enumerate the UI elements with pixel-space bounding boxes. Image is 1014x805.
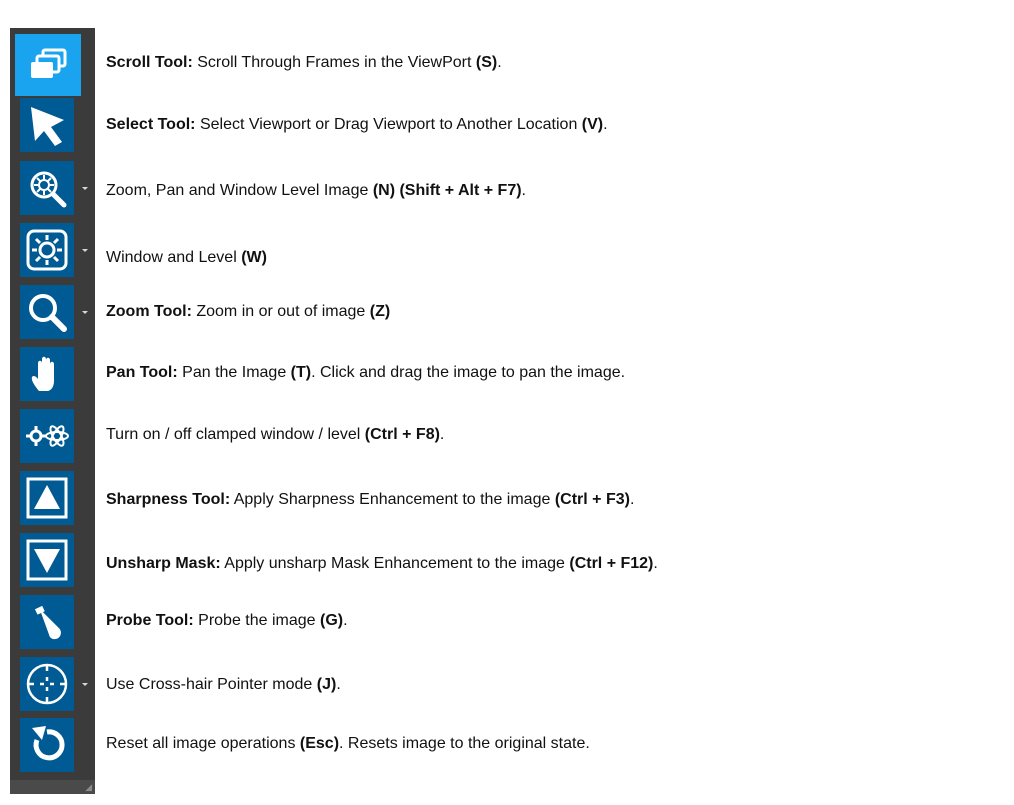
shortcut-key: (Ctrl + F3) <box>554 491 630 508</box>
triangle-up-icon <box>20 471 74 525</box>
dropdown-arrow-icon[interactable] <box>82 187 88 190</box>
tool-label: Scroll Tool: <box>106 54 193 71</box>
clamp-atom-icon <box>20 409 74 463</box>
hand-icon <box>20 347 74 401</box>
shortcut-key: (N) (Shift + Alt + F7) <box>372 182 522 199</box>
dropdown-arrow-icon[interactable] <box>82 249 88 252</box>
dropdown-arrow-icon[interactable] <box>82 311 88 314</box>
dropper-icon <box>20 595 74 649</box>
reset-tool-button[interactable] <box>20 718 74 772</box>
shortcut-key: (G) <box>320 612 344 629</box>
description-suffix: . <box>603 116 608 133</box>
shortcut-key: (W) <box>241 249 267 266</box>
shortcut-key: (Ctrl + F12) <box>569 555 654 572</box>
shortcut-key: (S) <box>475 54 498 71</box>
description-text: Zoom, Pan and Window Level Image <box>106 182 373 199</box>
tool-label: Sharpness Tool: <box>106 491 231 508</box>
description-suffix: . <box>497 54 502 71</box>
brightness-frame-icon <box>20 223 74 277</box>
resize-grip-icon[interactable]: ◢ <box>85 782 92 792</box>
description-suffix: . <box>653 555 658 572</box>
description-text: Pan the Image <box>177 364 291 381</box>
pan-tool-button[interactable] <box>20 347 74 401</box>
reset-tool-description <box>106 734 590 754</box>
zoom-pan-window-level-tool-description <box>106 181 526 201</box>
shortcut-key: (T) <box>290 364 312 381</box>
zoom-tool-button[interactable] <box>20 285 74 339</box>
description-text: Turn on / off clamped window / level <box>106 426 365 443</box>
scroll-tool-description <box>106 53 502 73</box>
window-level-tool-description <box>106 248 267 268</box>
shortcut-key: (V) <box>581 116 604 133</box>
zoom-pan-window-level-tool-button[interactable] <box>20 161 74 215</box>
reset-arrow-icon <box>20 718 74 772</box>
pointer-arrow-icon <box>20 98 74 152</box>
description-text: Reset all image operations <box>106 735 300 752</box>
description-text: Use Cross-hair Pointer mode <box>106 676 317 693</box>
description-suffix: . <box>336 676 341 693</box>
description-text: Scroll Through Frames in the ViewPort <box>192 54 476 71</box>
crosshair-pointer-tool-button[interactable] <box>20 657 74 711</box>
description-suffix: . Click and drag the image to pan the image. <box>311 364 626 381</box>
description-text: Select Viewport or Drag Viewport to Another Location <box>195 116 582 133</box>
shortcut-key: (Z) <box>369 303 391 320</box>
window-level-tool-button[interactable] <box>20 223 74 277</box>
clamped-window-level-toggle-button[interactable] <box>20 409 74 463</box>
description-suffix: . <box>439 426 445 443</box>
zoom-brightness-icon <box>20 161 74 215</box>
pan-tool-description <box>106 363 625 383</box>
scroll-tool-button[interactable] <box>15 34 81 96</box>
sharpness-tool-button[interactable] <box>20 471 74 525</box>
triangle-down-icon <box>20 533 74 587</box>
description-suffix: . <box>521 182 526 199</box>
magnifier-icon <box>20 285 74 339</box>
sharpness-tool-description <box>106 490 634 510</box>
tool-label: Pan Tool: <box>106 364 178 381</box>
description-text: Apply unsharp Mask Enhancement to the image <box>220 555 570 572</box>
stacked-frames-icon <box>15 34 81 96</box>
tool-toolbar <box>10 28 95 794</box>
shortcut-key: (Ctrl + F8) <box>364 426 440 443</box>
unsharp-mask-tool-button[interactable] <box>20 533 74 587</box>
select-tool-button[interactable] <box>20 98 74 152</box>
unsharp-mask-tool-description <box>106 554 658 574</box>
description-text: Window and Level <box>106 249 242 266</box>
description-text: Probe the image <box>193 612 320 629</box>
description-text: Apply Sharpness Enhancement to the image <box>230 491 555 508</box>
tool-label: Probe Tool: <box>106 612 194 629</box>
description-suffix: . <box>343 612 348 629</box>
dropdown-arrow-icon[interactable] <box>82 683 88 686</box>
tool-label: Select Tool: <box>106 116 196 133</box>
description-suffix: . Resets image to the original state. <box>339 735 590 752</box>
description-text: Zoom in or out of image <box>191 303 370 320</box>
tool-label: Zoom Tool: <box>106 303 192 320</box>
probe-tool-description <box>106 611 348 631</box>
zoom-tool-description <box>106 302 390 322</box>
select-tool-description <box>106 115 608 135</box>
shortcut-key: (Esc) <box>299 735 340 752</box>
crosshair-pointer-tool-description <box>106 675 341 695</box>
clamped-window-level-toggle-description <box>106 425 444 445</box>
shortcut-key: (J) <box>316 676 337 693</box>
crosshair-icon <box>20 657 74 711</box>
description-suffix: . <box>629 491 635 508</box>
tool-label: Unsharp Mask: <box>106 555 221 572</box>
probe-tool-button[interactable] <box>20 595 74 649</box>
toolbar-footer <box>10 780 95 794</box>
